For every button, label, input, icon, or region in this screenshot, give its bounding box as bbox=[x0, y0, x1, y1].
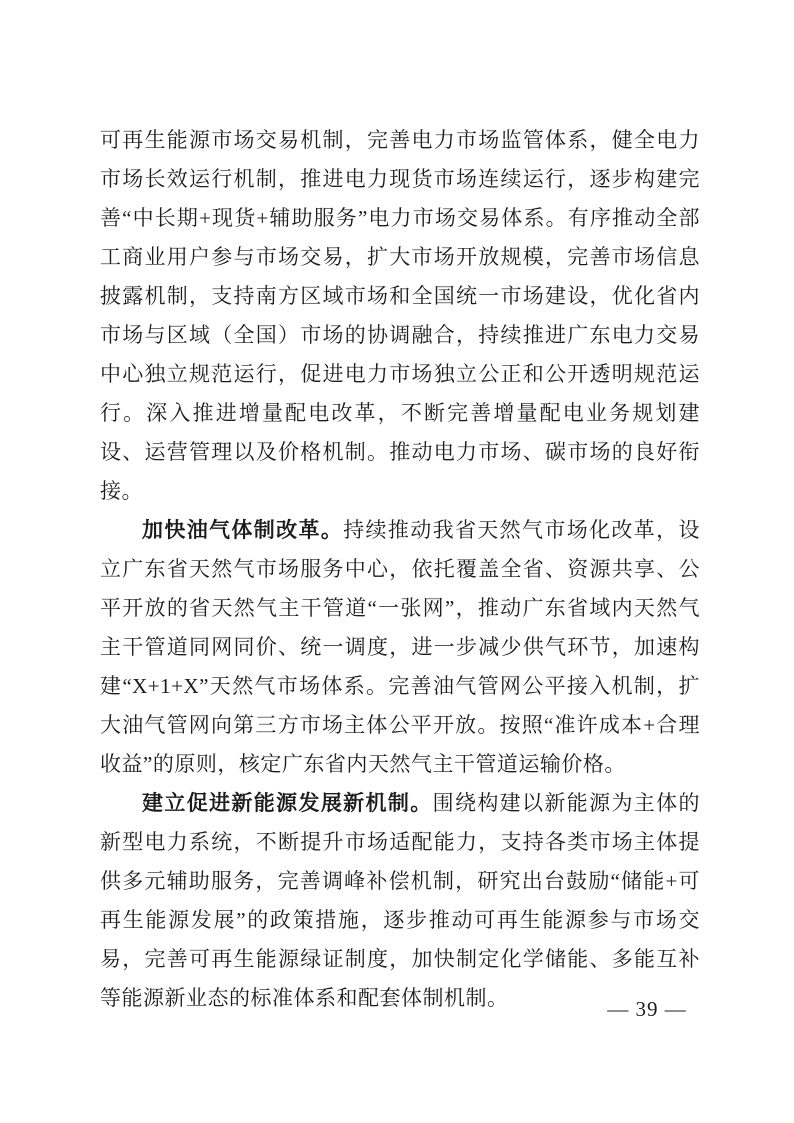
paragraph-oil-gas-reform bbox=[100, 511, 700, 784]
paragraph-bold-lead: 加快油气体制改革。 bbox=[142, 518, 344, 542]
paragraph-text: 持续推动我省天然气市场化改革，设立广东省天然气市场服务中心，依托覆盖全省、资源共享、公平开放的省天然气主干管道“一张网”，推动广东省域内天然气主干管道同网同价、统一调度，进一步减少供气环节，加速构建“X+1+X”天然气市场体系。完善油气管网公平接入机制，扩大油气管网向第三方市场主体公平开放。按照“准许成本+合理收益”的原则，核定广东省内天然气主干管道运输价格。 bbox=[100, 518, 700, 776]
paragraph-text: 围绕构建以新能源为主体的新型电力系统，不断提升市场适配能力，支持各类市场主体提供多元辅助服务，完善调峰补偿机制，研究出台鼓励“储能+可再生能源发展”的政策措施，逐步推动可再生能源参与市场交易，完善可再生能源绿证制度，加快制定化学储能、多能互补等能源新业态的标准体系和配套体制机制。 bbox=[100, 791, 701, 1010]
paragraph-bold-lead: 建立促进新能源发展新机制。 bbox=[142, 791, 433, 815]
paragraph-power-market-continuation bbox=[100, 121, 700, 511]
paragraph-text: 可再生能源市场交易机制，完善电力市场监管体系，健全电力市场长效运行机制，推进电力现货市场连续运行，逐步构建完善“中长期+现货+辅助服务”电力市场交易体系。有序推动全部工商业用户参与市场交易，扩大市场开放规模，完善市场信息披露机制，支持南方区域市场和全国统一市场建设，优化省内市场与区域（全国）市场的协调融合，持续推进广东电力交易中心独立规范运行，促进电力市场独立公正和公开透明规范运行。深入推进增量配电改革，不断完善增量配电业务规划建设、运营管理以及价格机制。推动电力市场、碳市场的良好衔接。 bbox=[100, 128, 700, 503]
page-number: — 39 — bbox=[607, 997, 687, 1021]
paragraph-new-energy-mechanism bbox=[100, 784, 700, 1018]
text-block bbox=[100, 121, 700, 1018]
